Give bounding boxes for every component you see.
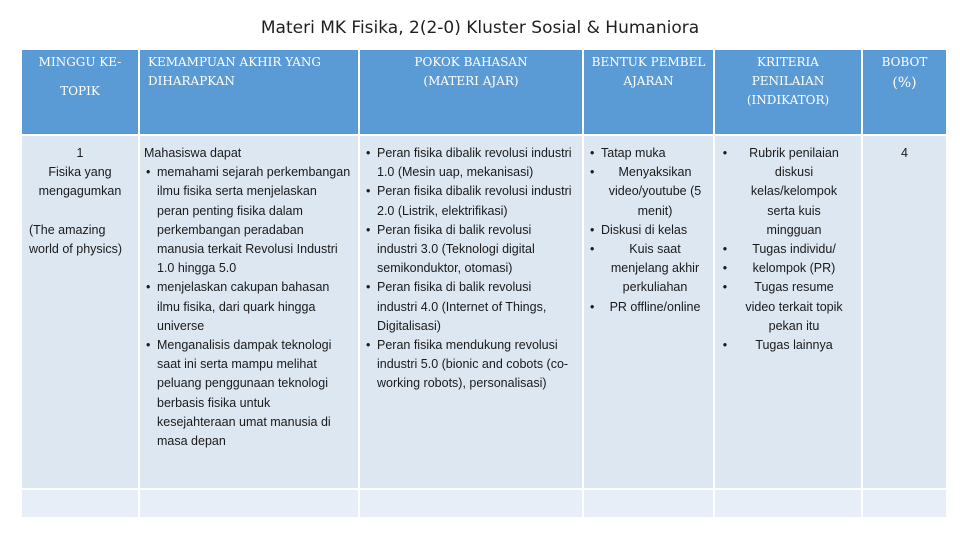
- kemampuan-item: • memahami sejarah perkembangan ilmu fisika serta menjelaskan peran penting fisika dalam perkembangan peradaban manusia terkait Revolusi Industri 1.0 hingga 5.0: [144, 163, 352, 278]
- kriteria-item: Tugas resume video terkait topik pekan itu: [745, 280, 843, 333]
- empty-row-cell: [360, 490, 582, 517]
- kriteria-item: Tugas lainnya: [755, 338, 833, 353]
- bullet: •: [722, 337, 728, 352]
- header-kriteria: [715, 50, 861, 134]
- kriteria-item: Rubrik penilaian diskusi kelas/kelompok serta kuis mingguan: [749, 146, 839, 237]
- bobot-value: 4: [901, 146, 908, 160]
- bullet: •: [722, 261, 728, 276]
- bentuk-list: [588, 144, 709, 317]
- header-bobot-unit: (%): [892, 75, 917, 91]
- bentuk-item: • Diskusi di kelas: [588, 221, 709, 240]
- kemampuan-intro: Mahasiswa dapat: [144, 146, 242, 160]
- cell-minggu-topik: [22, 136, 138, 488]
- pokok-item: • Peran fisika dibalik revolusi industri 2.0 (Listrik, elektrifikasi): [364, 182, 574, 220]
- cell-bobot: [863, 136, 946, 488]
- topic-title: Fisika yang mengagumkan: [38, 165, 122, 199]
- bullet: •: [722, 280, 728, 295]
- header-kemampuan-label: KEMAMPUAN AKHIR YANG DIHARAPKAN: [148, 55, 321, 88]
- header-minggu-label: MINGGU KE-: [38, 55, 122, 69]
- header-kriteria-label: KRITERIA PENILAIAN (INDIKATOR): [746, 55, 830, 107]
- header-pokok-label: POKOK BAHASAN (MATERI AJAR): [414, 55, 528, 88]
- empty-row-cell: [22, 490, 138, 517]
- pokok-item: • Peran fisika mendukung revolusi industri 5.0 (bionic and cobots (co-working robots), personalisasi): [364, 336, 574, 394]
- pokok-item: • Peran fisika di balik revolusi industri 4.0 (Internet of Things, Digitalisasi): [364, 278, 574, 336]
- week-number: 1: [76, 146, 84, 160]
- empty-row-cell: [140, 490, 358, 517]
- header-minggu: [22, 50, 138, 134]
- empty-row-cell: [863, 490, 946, 517]
- empty-row-cell: [715, 490, 861, 517]
- header-bentuk: [584, 50, 713, 134]
- bentuk-item: • PR offline/online: [588, 298, 709, 317]
- header-bobot-label: BOBOT: [881, 55, 928, 69]
- bullet: •: [722, 146, 728, 160]
- cell-pokok: [360, 136, 582, 488]
- topic-english: (The amazing world of physics): [29, 222, 123, 256]
- cell-kemampuan: [140, 136, 358, 488]
- header-pokok: [360, 50, 582, 134]
- kriteria-bullets: [715, 144, 735, 355]
- kriteria-item: kelompok (PR): [752, 261, 836, 276]
- header-bobot: [863, 50, 946, 134]
- pokok-item: • Peran fisika dibalik revolusi industri 1.0 (Mesin uap, mekanisasi): [364, 144, 574, 182]
- course-table: [22, 50, 946, 517]
- bentuk-item: • Tatap muka: [588, 144, 709, 163]
- header-topik-label: TOPIK: [60, 84, 100, 98]
- bentuk-item: • Menyaksikan video/youtube (5 menit): [588, 163, 709, 221]
- cell-bentuk: [584, 136, 713, 488]
- cell-kriteria: [715, 136, 861, 488]
- empty-row-cell: [584, 490, 713, 517]
- pokok-list: [364, 144, 574, 394]
- kemampuan-item: • menjelaskan cakupan bahasan ilmu fisika, dari quark hingga universe: [144, 278, 352, 336]
- kriteria-item: Tugas individu/: [752, 242, 836, 257]
- header-bentuk-label: BENTUK PEMBELAJARAN: [591, 55, 706, 88]
- kemampuan-item: • Menganalisis dampak teknologi saat ini serta mampu melihat peluang penggunaan teknologi berbasis fisika untuk kesejahteraan umat manusia di masa depan: [144, 336, 352, 451]
- page-title: Materi MK Fisika, 2(2-0) Kluster Sosial & Humaniora: [260, 18, 700, 38]
- kemampuan-list: [144, 163, 352, 451]
- bullet: •: [722, 241, 728, 256]
- kriteria-list: [744, 144, 844, 355]
- header-kemampuan: [140, 50, 358, 134]
- pokok-item: • Peran fisika di balik revolusi industri 3.0 (Teknologi digital semikonduktor, otomasi): [364, 221, 574, 279]
- bentuk-item: • Kuis saat menjelang akhir perkuliahan: [588, 240, 709, 298]
